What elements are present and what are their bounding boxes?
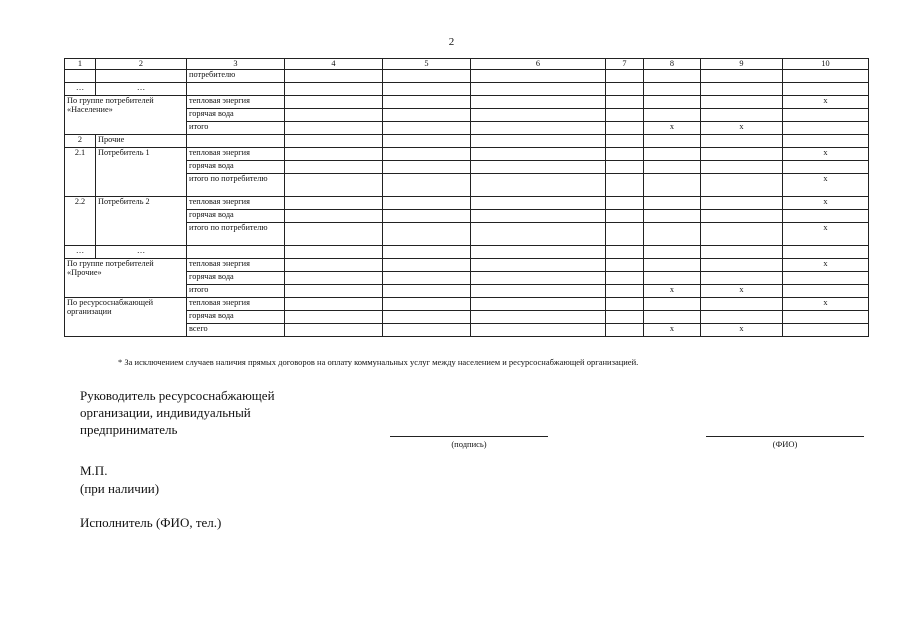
section-title: Прочие [96, 135, 187, 148]
row-item: тепловая энергия [187, 197, 285, 210]
table-row [65, 298, 869, 311]
row-item: всего [187, 324, 285, 337]
consumer-name: Потребитель 1 [96, 148, 187, 197]
row-item: горячая вода [187, 161, 285, 174]
row-item: итого по потребителю [187, 223, 285, 246]
consumer-name: Потребитель 2 [96, 197, 187, 246]
signatory-title [80, 387, 275, 438]
col-header: 5 [383, 59, 471, 70]
x-mark: x [783, 259, 869, 272]
x-mark: x [783, 148, 869, 161]
col-header: 3 [187, 59, 285, 70]
name-caption: (ФИО) [772, 439, 798, 449]
header-row [65, 59, 869, 70]
x-mark: x [644, 285, 701, 298]
page-number: 2 [448, 36, 455, 48]
ellipsis-cell: … [96, 83, 187, 96]
stamp-label: М.П. [80, 463, 108, 478]
table-row [65, 148, 869, 161]
group-label: По группе потребителей «Население» [65, 96, 187, 135]
row-item: тепловая энергия [187, 148, 285, 161]
row-item: итого [187, 285, 285, 298]
row-number: 2 [65, 135, 96, 148]
x-mark: x [783, 298, 869, 311]
row-item: горячая вода [187, 272, 285, 285]
x-mark: x [783, 96, 869, 109]
footnote: * За исключением случаев наличия прямых договоров на оплату коммунальных услуг между населением и ресурсоснабжающей организацией. [118, 357, 639, 367]
row-item: тепловая энергия [187, 259, 285, 272]
x-mark: x [644, 324, 701, 337]
col-header: 4 [285, 59, 383, 70]
name-line [706, 436, 864, 437]
table-row [65, 259, 869, 272]
signature-line [390, 436, 548, 437]
row-item: горячая вода [187, 210, 285, 223]
group-label: По группе потребителей «Прочие» [65, 259, 187, 298]
executor-line: Исполнитель (ФИО, тел.) [80, 515, 222, 530]
table-row [65, 83, 869, 96]
row-item: горячая вода [187, 109, 285, 122]
table-row [65, 96, 869, 109]
row-item: тепловая энергия [187, 96, 285, 109]
col-header: 6 [471, 59, 606, 70]
x-mark: x [701, 324, 783, 337]
x-mark: x [783, 174, 869, 197]
table-row [65, 70, 869, 83]
row-number: 2.1 [65, 148, 96, 197]
row-number: 2.2 [65, 197, 96, 246]
ellipsis-cell: … [65, 83, 96, 96]
report-table [64, 58, 869, 337]
ellipsis-cell: … [65, 246, 96, 259]
x-mark: x [701, 285, 783, 298]
col-header: 2 [96, 59, 187, 70]
signatory-title-line: Руководитель ресурсоснабжающей [80, 388, 275, 403]
x-mark: x [783, 223, 869, 246]
col-header: 9 [701, 59, 783, 70]
col-header: 8 [644, 59, 701, 70]
row-item: итого по потребителю [187, 174, 285, 197]
table-row [65, 197, 869, 210]
row-item: тепловая энергия [187, 298, 285, 311]
signatory-title-line: предприниматель [80, 422, 178, 437]
signatory-title-line: организации, индивидуальный [80, 405, 251, 420]
row-item: итого [187, 122, 285, 135]
x-mark: x [701, 122, 783, 135]
group-label: По ресурсоснабжающей организации [65, 298, 187, 337]
signature-caption: (подпись) [451, 439, 487, 449]
col-header: 7 [606, 59, 644, 70]
stamp-place [80, 462, 159, 498]
col-header: 10 [783, 59, 869, 70]
table-row [65, 135, 869, 148]
x-mark: x [644, 122, 701, 135]
col-header: 1 [65, 59, 96, 70]
row-item: горячая вода [187, 311, 285, 324]
x-mark: x [783, 197, 869, 210]
ellipsis-cell: … [96, 246, 187, 259]
stamp-note: (при наличии) [80, 481, 160, 496]
row-item: потребителю [187, 70, 285, 83]
table-row [65, 246, 869, 259]
